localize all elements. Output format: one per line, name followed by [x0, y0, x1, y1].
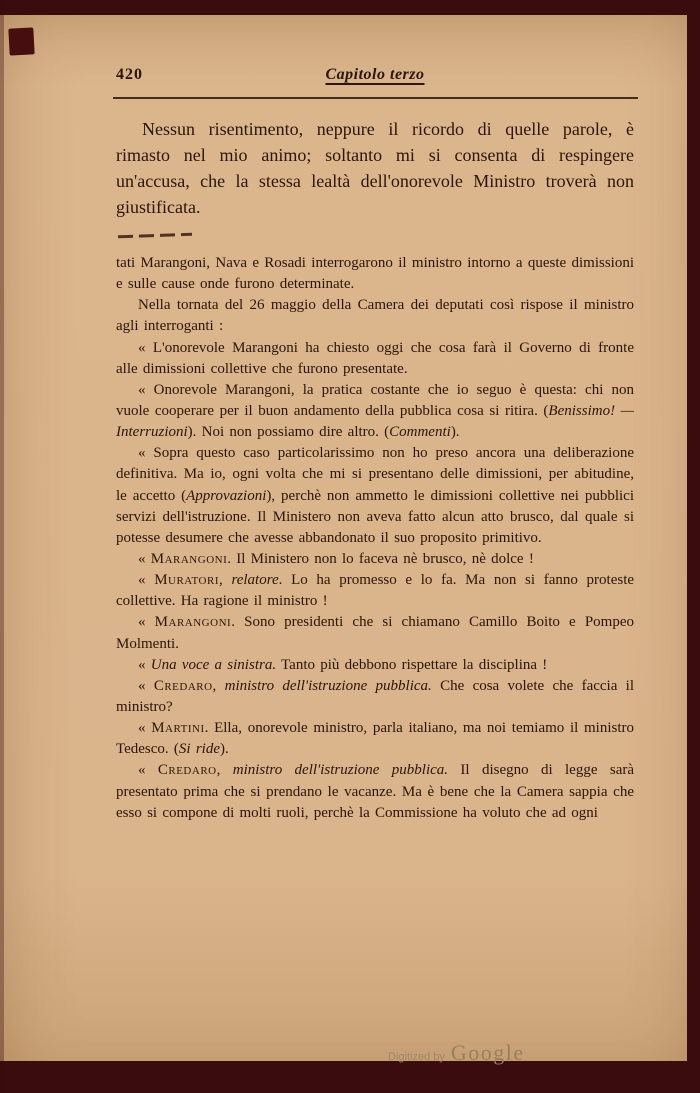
- footnote-text: «: [138, 677, 154, 694]
- footnote-text: ).: [220, 741, 229, 758]
- footnote-paragraph: [116, 443, 634, 549]
- footnote-paragraph: [116, 655, 634, 676]
- footnote-text: . Ella, onorevole ministro, parla italiano, ma noi temiamo il ministro Tedesco. (: [116, 720, 635, 758]
- speaker-name: Martini: [151, 720, 205, 737]
- footnote-paragraph: [116, 760, 634, 823]
- speaker-name: Muratori: [154, 572, 219, 589]
- scan-edge-top: [0, 0, 700, 15]
- stage-direction: ministro dell'istruzione pubblica.: [232, 762, 449, 779]
- footnote-text: «: [138, 762, 158, 779]
- footnote-paragraph: [116, 676, 634, 718]
- header-rule: [113, 97, 638, 99]
- speaker-name: Marangoni: [150, 550, 228, 567]
- body-paragraph: Nessun risentimento, neppure il ricordo di quelle parole, è rimasto nel mio animo; soltanto mi si consenta di respingere un'accusa, che la stessa lealtà dell'onorevole Ministro troverà non giustificata.: [116, 119, 634, 218]
- footnote-paragraph: [116, 549, 634, 570]
- footnote-text: . Sono presidenti che si chiamano Camillo Boito e Pompeo Molmenti.: [116, 614, 635, 652]
- footnote-paragraph: [116, 380, 634, 443]
- stage-direction: ministro dell'istruzione pubblica.: [224, 677, 432, 694]
- footnote-paragraph: [116, 253, 634, 295]
- footnote-text: «: [138, 656, 151, 673]
- footnote: [116, 253, 634, 824]
- footnote-text: ).: [450, 424, 460, 441]
- footnote-text: Che cosa volete che faccia il ministro?: [116, 677, 635, 715]
- footnote-text: «: [138, 572, 155, 589]
- footnote-text: tati Marangoni, Nava e Rosadi interrogarono il ministro intorno a queste dimissioni e sulle cause onde furono determinate.: [116, 255, 634, 293]
- chapter-title: Capitolo terzo: [325, 66, 425, 83]
- page-number: 420: [116, 66, 143, 83]
- footnote-text: «: [138, 614, 155, 631]
- footnote-text: ,: [219, 572, 232, 589]
- stage-direction: Si ride: [178, 741, 221, 758]
- footnote-paragraph: [116, 338, 634, 380]
- footnote-text: « Onorevole Marangoni, la pratica costante che io seguo è questa: chi non vuole cooperare per il buon andamento della pubblica cosa si ritira. (: [116, 381, 634, 419]
- watermark: [388, 1040, 525, 1066]
- footnote-paragraph: [116, 570, 634, 612]
- speaker-name: Credaro: [153, 677, 213, 694]
- footnote-text: . Lo ha promesso e lo fa. Ma non si fanno proteste collettive. Ha ragione il ministro !: [116, 572, 635, 610]
- footnote-paragraph: [116, 612, 634, 654]
- scan-edge-right: [687, 0, 700, 1093]
- stage-direction: Approvazioni: [186, 487, 267, 504]
- stage-direction: relatore: [231, 572, 279, 589]
- footnote-text: « L'onorevole Marangoni ha chiesto oggi che cosa farà il Governo di fronte alle dimissioni collettive che furono presentate.: [116, 339, 634, 377]
- corner-mark: [8, 27, 34, 55]
- footnote-text: Il disegno di legge sarà presentato prima che si prendano le vacanze. Ma è bene che la Camera sappia che esso si compone di molti ruoli, perchè la Commissione ha voluto che ad ogni: [116, 762, 635, 821]
- watermark-brand: Google: [450, 1040, 525, 1065]
- footnote-text: . Il Ministero non lo faceva nè brusco, nè dolce !: [227, 550, 534, 567]
- footnote-text: Nella tornata del 26 maggio della Camera dei deputati così rispose il ministro agli interroganti :: [116, 297, 634, 335]
- speaker-name: Credaro: [157, 762, 217, 779]
- stage-direction: Benissimo! — Interruzioni: [116, 402, 634, 441]
- footnote-text: Tanto più debbono rispettare la disciplina !: [276, 656, 548, 673]
- watermark-prefix: Digitized by: [388, 1051, 445, 1063]
- footnote-text: ,: [212, 677, 225, 694]
- scan-edge-left: [0, 0, 4, 1093]
- page-header: [116, 66, 634, 84]
- footnote-text: «: [138, 550, 151, 567]
- stage-direction: Commenti: [389, 424, 451, 441]
- footnote-paragraph: [116, 295, 634, 337]
- speaker-name: Marangoni: [154, 614, 232, 631]
- footnote-text: ). Noi non possiamo dire altro. (: [187, 424, 390, 441]
- footnote-text: « Sopra questo caso particolarissimo non ho preso ancora una deliberazione definitiva. Ma io, ogni volta che mi si presentano delle dimissioni, per abitudine, le accetto (: [116, 445, 634, 504]
- footnote-paragraph: [116, 718, 634, 760]
- footnote-text: ,: [216, 762, 233, 779]
- footnote-text: «: [138, 720, 152, 737]
- scan-edge-bottom: [0, 1061, 700, 1093]
- stage-direction: Una voce a sinistra.: [150, 656, 277, 673]
- footnote-text: ), perchè non ammetto le dimissioni collettive nei pubblici servizi dell'istruzione. Il Ministero non aveva fatto alcun atto brusco, dal quale si potesse desumere che avesse abbandonato il suo proposito primitivo.: [116, 487, 634, 546]
